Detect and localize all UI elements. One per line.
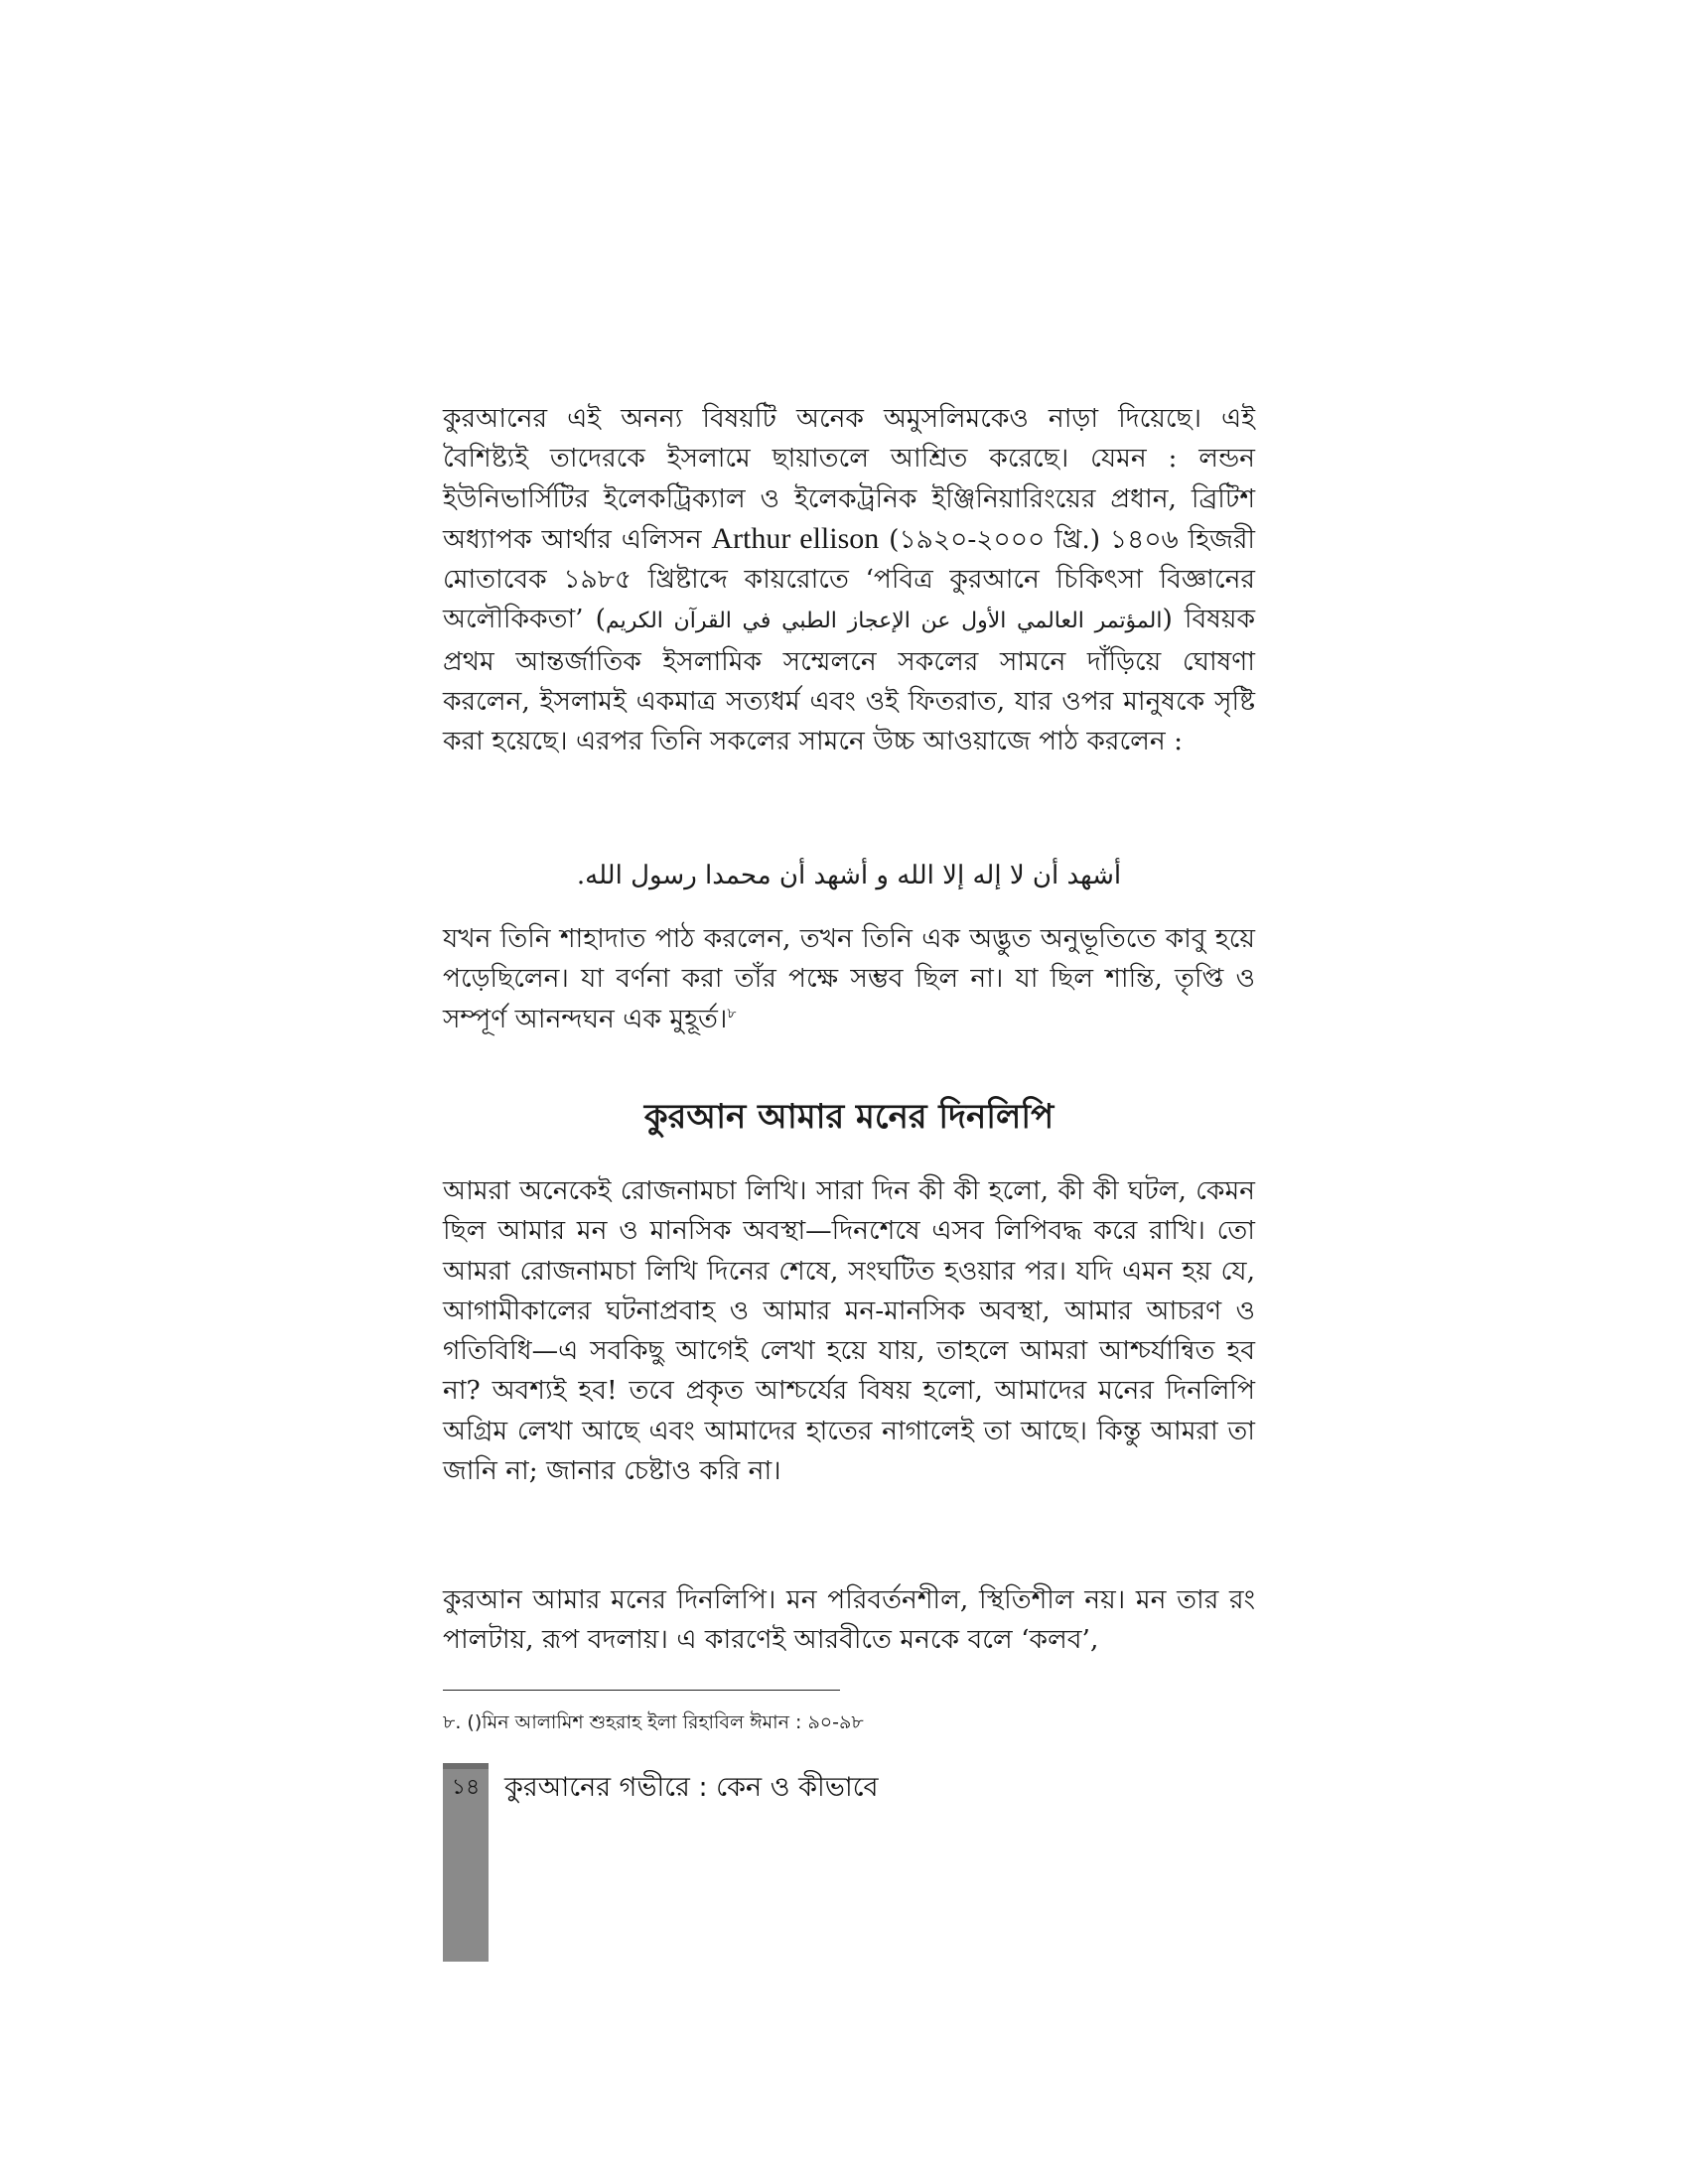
paragraph-arthur-ellison [443,399,1255,762]
footnote: ৮. ()মিন আলামিশ শুহরাহ ইলা রিহাবিল ঈমান : ৯০-৯৮ [443,1711,864,1733]
running-title: কুরআনের গভীরে : কেন ও কীভাবে [504,1772,879,1803]
footnote-reference: ৮ [727,1005,737,1022]
paragraph-text: কুরআনের এই অনন্য বিষয়টি অনেক অমুসলিমকেও নাড়া দিয়েছে। এই বৈশিষ্ট্যই তাদেরকে ইসলামে ছায়াতলে আশ্রিত করেছে। যেমন : লন্ডন ইউনিভার্সিটির ইলেকট্রিক্যাল ও ইলেকট্রনিক ইঞ্জিনিয়ারিংয়ের প্রধান, ব্রিটিশ অধ্যাপক আর্থার এলিসন [443,403,1255,555]
paragraph-text: (১৯২০-২০০০ খ্রি.) ১৪০৬ হিজরী মোতাবেক ১৯৮৫ খ্রিষ্টাব্দে কায়রোতে ‘পবিত্র কুরআনে চিকিৎসা বিজ্ঞানের অলৌকিকতা’ ( [443,523,1255,635]
shahada-arabic: أشهد أن لا إله إلا الله و أشهد أن محمدا رسول الله. [576,861,1122,890]
arabic-conference-name: المؤتمر العالمي الأول عن الإعجاز الطبي في القرآن الكريم [606,609,1163,634]
section-heading: কুরআন আমার মনের দিনলিপি [643,1097,1055,1137]
page-number: ১৪ [451,1775,481,1800]
footer-tab-top [443,1763,489,1769]
paragraph-shahada-feeling [443,919,1255,1039]
paragraph-diary: আমরা অনেকেই রোজনামচা লিখি। সারা দিন কী কী হলো, কী কী ঘটল, কেমন ছিল আমার মন ও মানসিক অবস্থা—দিনশেষে এসব লিপিবদ্ধ করে রাখি। তো আমরা রোজনামচা লিখি দিনের শেষে, সংঘটিত হওয়ার পর। যদি এমন হয় যে, আগামীকালের ঘটনাপ্রবাহ ও আমার মন-মানসিক অবস্থা, আমার আচরণ ও গতিবিধি—এ সবকিছু আগেই লেখা হয়ে যায়, তাহলে আমরা আশ্চর্যান্বিত হব না? অবশ্যই হব! তবে প্রকৃত আশ্চর্যের বিষয় হলো, আমাদের মনের দিনলিপি অগ্রিম লেখা আছে এবং আমাদের হাতের নাগালেই তা আছে। কিন্তু আমরা তা জানি না; জানার চেষ্টাও করি না। [443,1175,1255,1487]
latin-name: Arthur ellison [711,521,880,555]
paragraph-text: যখন তিনি শাহাদাত পাঠ করলেন, তখন তিনি এক অদ্ভুত অনুভূতিতে কাবু হয়ে পড়েছিলেন। যা বর্ণনা করা তাঁর পক্ষে সম্ভব ছিল না। যা ছিল শান্তি, তৃপ্তি ও সম্পূর্ণ আনন্দঘন এক মুহূর্ত। [443,923,1255,1034]
paragraph-quran-diary: কুরআন আমার মনের দিনলিপি। মন পরিবর্তনশীল, স্থিতিশীল নয়। মন তার রং পালটায়, রূপ বদলায়। এ কারণেই আরবীতে মনকে বলে ‘কলব’, [443,1584,1255,1656]
paragraph-text: ) বিষয়ক প্রথম আন্তর্জাতিক ইসলামিক সম্মেলনে সকলের সামনে দাঁড়িয়ে ঘোষণা করলেন, ইসলামই একমাত্র সত্যধর্ম এবং ওই ফিতরাত, যার ওপর মানুষকে সৃষ্টি করা হয়েছে। এরপর তিনি সকলের সামনে উচ্চ আওয়াজে পাঠ করলেন : [443,604,1255,757]
footnote-divider [443,1690,840,1691]
